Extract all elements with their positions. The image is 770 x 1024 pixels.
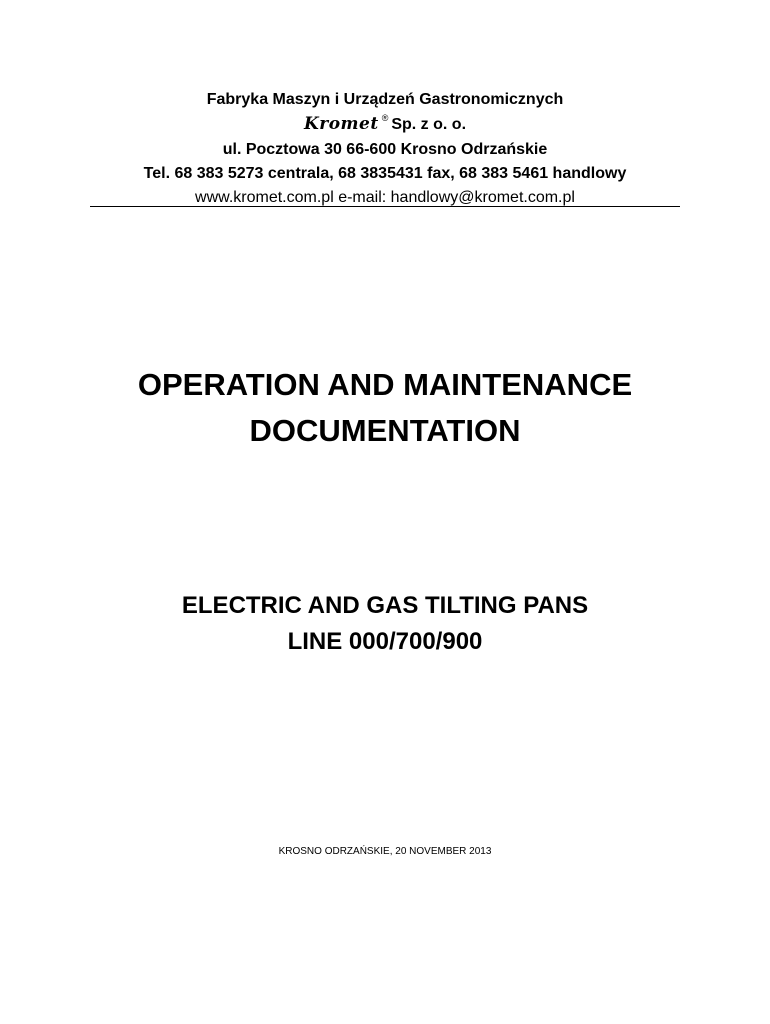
company-address: ul. Pocztowa 30 66-600 Krosno Odrzańskie: [222, 141, 548, 158]
company-name: Fabryka Maszyn i Urządzeń Gastronomicznych: [206, 91, 564, 108]
header-divider: [90, 206, 680, 207]
product-title: [0, 588, 770, 660]
registered-mark: ®: [381, 113, 389, 123]
document-title-line-1: OPERATION AND MAINTENANCE: [137, 367, 633, 402]
place-and-date: KROSNO ODRZAŃSKIE, 20 NOVEMBER 2013: [278, 846, 492, 857]
company-web-email: www.kromet.com.pl e-mail: handlowy@kromet.com.pl: [195, 189, 575, 206]
product-title-line-2: LINE 000/700/900: [287, 628, 483, 655]
company-phones: Tel. 68 383 5273 centrala, 68 3835431 fax, 68 383 5461 handlowy: [143, 165, 627, 182]
document-title: [0, 362, 770, 454]
company-logo-line: [90, 112, 680, 138]
document-title-line-2: DOCUMENTATION: [249, 413, 521, 448]
kromet-logo: Kromet: [303, 114, 379, 134]
product-title-line-1: ELECTRIC AND GAS TILTING PANS: [181, 592, 589, 619]
company-suffix: Sp. z o. o.: [391, 116, 467, 133]
company-header: [90, 88, 680, 210]
